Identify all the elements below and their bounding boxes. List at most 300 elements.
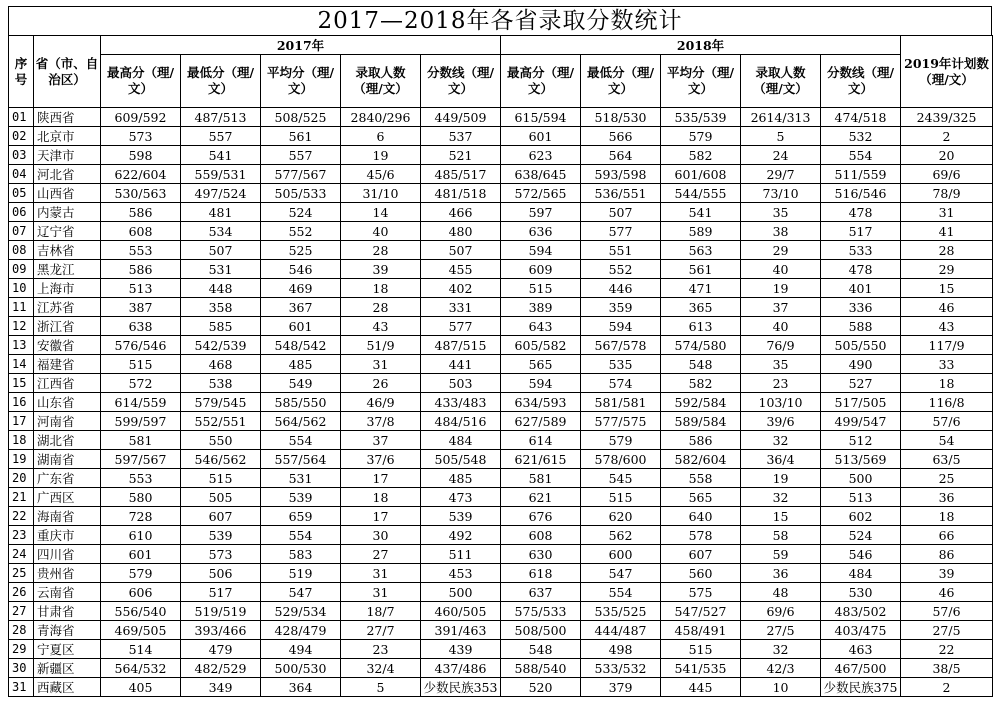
cell-2017-max: 530/563: [101, 184, 181, 203]
row-number: 06: [9, 203, 34, 222]
row-number: 17: [9, 412, 34, 431]
table-row: [9, 336, 993, 355]
cell-plan-2019: 18: [901, 507, 993, 526]
row-number: 18: [9, 431, 34, 450]
province-name: 北京市: [34, 127, 101, 146]
cell-plan-2019: 29: [901, 260, 993, 279]
cell-2017-avg: 601: [261, 317, 341, 336]
cell-2018-min: 515: [581, 488, 661, 507]
cell-2018-line: 403/475: [821, 621, 901, 640]
cell-2017-line: 460/505: [421, 602, 501, 621]
cell-2017-avg: 529/534: [261, 602, 341, 621]
cell-2018-line: 516/546: [821, 184, 901, 203]
cell-2018-line: 401: [821, 279, 901, 298]
cell-2018-max: 615/594: [501, 108, 581, 127]
cell-2018-line: 478: [821, 260, 901, 279]
table-body: [9, 108, 993, 697]
cell-2017-max: 405: [101, 678, 181, 697]
cell-2017-min: 546/562: [181, 450, 261, 469]
cell-2018-count: 29: [741, 241, 821, 260]
cell-2018-avg: 601/608: [661, 165, 741, 184]
cell-2017-max: 514: [101, 640, 181, 659]
cell-2018-avg: 541/535: [661, 659, 741, 678]
cell-plan-2019: 43: [901, 317, 993, 336]
cell-2017-min: 468: [181, 355, 261, 374]
cell-2017-max: 597/567: [101, 450, 181, 469]
table-row: [9, 545, 993, 564]
cell-plan-2019: 57/6: [901, 412, 993, 431]
row-number: 24: [9, 545, 34, 564]
cell-2017-min: 534: [181, 222, 261, 241]
cell-2017-min: 579/545: [181, 393, 261, 412]
header-2017-line: 分数线（理/文）: [421, 55, 501, 108]
province-name: 河北省: [34, 165, 101, 184]
cell-2018-min: 567/578: [581, 336, 661, 355]
cell-2017-count: 40: [341, 222, 421, 241]
cell-2018-count: 32: [741, 640, 821, 659]
cell-2018-line: 546: [821, 545, 901, 564]
cell-2018-line: 517/505: [821, 393, 901, 412]
cell-plan-2019: 15: [901, 279, 993, 298]
cell-plan-2019: 66: [901, 526, 993, 545]
cell-2018-max: 389: [501, 298, 581, 317]
province-name: 黑龙江: [34, 260, 101, 279]
cell-2017-avg: 554: [261, 526, 341, 545]
cell-2017-max: 581: [101, 431, 181, 450]
cell-2018-count: 10: [741, 678, 821, 697]
table-row: [9, 678, 993, 697]
row-number: 26: [9, 583, 34, 602]
header-2018-min: 最低分（理/文）: [581, 55, 661, 108]
cell-2017-count: 31/10: [341, 184, 421, 203]
table-row: [9, 203, 993, 222]
cell-2018-avg: 535/539: [661, 108, 741, 127]
row-number: 13: [9, 336, 34, 355]
cell-2018-avg: 561: [661, 260, 741, 279]
cell-2017-line: 539: [421, 507, 501, 526]
cell-2018-max: 581: [501, 469, 581, 488]
cell-2017-avg: 519: [261, 564, 341, 583]
cell-2017-max: 573: [101, 127, 181, 146]
cell-2018-max: 601: [501, 127, 581, 146]
table-row: [9, 659, 993, 678]
cell-2017-max: 553: [101, 469, 181, 488]
cell-2017-count: 31: [341, 355, 421, 374]
cell-2017-min: 515: [181, 469, 261, 488]
province-name: 陕西省: [34, 108, 101, 127]
header-2018-max: 最高分（理/文）: [501, 55, 581, 108]
cell-2017-count: 32/4: [341, 659, 421, 678]
table-row: [9, 222, 993, 241]
cell-2018-min: 574: [581, 374, 661, 393]
cell-plan-2019: 54: [901, 431, 993, 450]
cell-2018-line: 478: [821, 203, 901, 222]
cell-2018-max: 548: [501, 640, 581, 659]
cell-plan-2019: 69/6: [901, 165, 993, 184]
cell-2018-min: 444/487: [581, 621, 661, 640]
cell-2018-max: 572/565: [501, 184, 581, 203]
cell-2018-avg: 586: [661, 431, 741, 450]
cell-2018-avg: 582: [661, 374, 741, 393]
cell-2018-count: 40: [741, 260, 821, 279]
cell-2018-line: 517: [821, 222, 901, 241]
cell-2017-count: 2840/296: [341, 108, 421, 127]
cell-2018-max: 638/645: [501, 165, 581, 184]
cell-2018-min: 359: [581, 298, 661, 317]
cell-2018-max: 637: [501, 583, 581, 602]
cell-2017-max: 579: [101, 564, 181, 583]
cell-2018-max: 627/589: [501, 412, 581, 431]
cell-2017-max: 638: [101, 317, 181, 336]
cell-2018-count: 15: [741, 507, 821, 526]
cell-2018-line: 512: [821, 431, 901, 450]
cell-2018-line: 463: [821, 640, 901, 659]
cell-2018-count: 40: [741, 317, 821, 336]
cell-2017-min: 519/519: [181, 602, 261, 621]
cell-2018-min: 577/575: [581, 412, 661, 431]
province-name: 福建省: [34, 355, 101, 374]
cell-2018-count: 5: [741, 127, 821, 146]
row-number: 10: [9, 279, 34, 298]
cell-2018-avg: 458/491: [661, 621, 741, 640]
cell-2018-min: 579: [581, 431, 661, 450]
cell-2018-count: 24: [741, 146, 821, 165]
cell-2018-min: 551: [581, 241, 661, 260]
cell-2017-avg: 524: [261, 203, 341, 222]
cell-2017-line: 466: [421, 203, 501, 222]
cell-2017-avg: 557: [261, 146, 341, 165]
cell-2018-max: 594: [501, 241, 581, 260]
province-name: 宁夏区: [34, 640, 101, 659]
table-row: [9, 317, 993, 336]
cell-2017-avg: 428/479: [261, 621, 341, 640]
province-name: 青海省: [34, 621, 101, 640]
cell-2017-min: 585: [181, 317, 261, 336]
cell-plan-2019: 46: [901, 298, 993, 317]
row-number: 23: [9, 526, 34, 545]
cell-plan-2019: 86: [901, 545, 993, 564]
cell-2018-min: 518/530: [581, 108, 661, 127]
province-name: 浙江省: [34, 317, 101, 336]
score-table: [8, 35, 993, 697]
cell-plan-2019: 57/6: [901, 602, 993, 621]
cell-2017-line: 455: [421, 260, 501, 279]
province-name: 贵州省: [34, 564, 101, 583]
table-row: [9, 564, 993, 583]
province-name: 广东省: [34, 469, 101, 488]
cell-2018-count: 42/3: [741, 659, 821, 678]
table-row: [9, 108, 993, 127]
cell-2017-max: 586: [101, 260, 181, 279]
cell-2017-line: 449/509: [421, 108, 501, 127]
table-row: [9, 393, 993, 412]
cell-2017-line: 439: [421, 640, 501, 659]
cell-2018-count: 36: [741, 564, 821, 583]
cell-2018-min: 552: [581, 260, 661, 279]
row-number: 21: [9, 488, 34, 507]
cell-2018-avg: 575: [661, 583, 741, 602]
cell-2017-avg: 505/533: [261, 184, 341, 203]
row-number: 03: [9, 146, 34, 165]
cell-2017-max: 608: [101, 222, 181, 241]
header-no: 序号: [9, 36, 34, 108]
cell-2017-avg: 485: [261, 355, 341, 374]
cell-2018-avg: 582/604: [661, 450, 741, 469]
cell-2018-line: 554: [821, 146, 901, 165]
cell-2017-avg: 500/530: [261, 659, 341, 678]
cell-2018-max: 614: [501, 431, 581, 450]
table-row: [9, 374, 993, 393]
cell-2017-count: 18/7: [341, 602, 421, 621]
cell-2017-count: 39: [341, 260, 421, 279]
cell-2017-count: 26: [341, 374, 421, 393]
table-row: [9, 355, 993, 374]
cell-2017-avg: 549: [261, 374, 341, 393]
cell-2018-min: 379: [581, 678, 661, 697]
cell-2017-min: 482/529: [181, 659, 261, 678]
cell-2018-count: 2614/313: [741, 108, 821, 127]
cell-2018-max: 621/615: [501, 450, 581, 469]
row-number: 15: [9, 374, 34, 393]
cell-2017-line: 少数民族353: [421, 678, 501, 697]
cell-2018-avg: 445: [661, 678, 741, 697]
cell-2017-line: 500: [421, 583, 501, 602]
province-name: 湖北省: [34, 431, 101, 450]
cell-2017-min: 559/531: [181, 165, 261, 184]
cell-2018-count: 19: [741, 469, 821, 488]
cell-2017-min: 349: [181, 678, 261, 697]
cell-2018-avg: 579: [661, 127, 741, 146]
cell-2017-max: 556/540: [101, 602, 181, 621]
cell-2017-line: 521: [421, 146, 501, 165]
cell-2018-avg: 548: [661, 355, 741, 374]
header-2017-min: 最低分（理/文）: [181, 55, 261, 108]
cell-2017-min: 479: [181, 640, 261, 659]
cell-2018-count: 76/9: [741, 336, 821, 355]
cell-2018-min: 594: [581, 317, 661, 336]
cell-2017-max: 598: [101, 146, 181, 165]
header-year-2018: 2018年: [501, 36, 901, 55]
table-row: [9, 488, 993, 507]
cell-2018-line: 483/502: [821, 602, 901, 621]
cell-2017-line: 537: [421, 127, 501, 146]
cell-2017-avg: 531: [261, 469, 341, 488]
cell-plan-2019: 18: [901, 374, 993, 393]
cell-2018-avg: 563: [661, 241, 741, 260]
cell-2017-avg: 546: [261, 260, 341, 279]
province-name: 四川省: [34, 545, 101, 564]
admission-score-sheet: [8, 6, 992, 697]
row-number: 27: [9, 602, 34, 621]
cell-2018-max: 520: [501, 678, 581, 697]
cell-plan-2019: 63/5: [901, 450, 993, 469]
cell-2018-count: 35: [741, 203, 821, 222]
cell-2018-min: 545: [581, 469, 661, 488]
row-number: 14: [9, 355, 34, 374]
table-row: [9, 640, 993, 659]
cell-2018-max: 508/500: [501, 621, 581, 640]
cell-2018-max: 634/593: [501, 393, 581, 412]
cell-2018-min: 564: [581, 146, 661, 165]
table-row: [9, 583, 993, 602]
cell-2017-min: 573: [181, 545, 261, 564]
cell-2018-count: 48: [741, 583, 821, 602]
cell-2018-avg: 582: [661, 146, 741, 165]
header-2017-count: 录取人数（理/文）: [341, 55, 421, 108]
cell-2018-max: 609: [501, 260, 581, 279]
cell-2018-line: 511/559: [821, 165, 901, 184]
row-number: 25: [9, 564, 34, 583]
province-name: 江苏省: [34, 298, 101, 317]
cell-2017-min: 539: [181, 526, 261, 545]
row-number: 20: [9, 469, 34, 488]
cell-2018-avg: 592/584: [661, 393, 741, 412]
cell-plan-2019: 22: [901, 640, 993, 659]
cell-plan-2019: 116/8: [901, 393, 993, 412]
cell-2017-line: 480: [421, 222, 501, 241]
cell-2017-max: 606: [101, 583, 181, 602]
province-name: 江西省: [34, 374, 101, 393]
cell-2017-count: 18: [341, 488, 421, 507]
row-number: 04: [9, 165, 34, 184]
cell-2017-line: 441: [421, 355, 501, 374]
cell-2017-max: 572: [101, 374, 181, 393]
province-name: 云南省: [34, 583, 101, 602]
cell-2017-count: 6: [341, 127, 421, 146]
cell-2017-min: 550: [181, 431, 261, 450]
cell-2017-min: 557: [181, 127, 261, 146]
cell-2017-max: 599/597: [101, 412, 181, 431]
province-name: 重庆市: [34, 526, 101, 545]
cell-2017-line: 473: [421, 488, 501, 507]
cell-2018-line: 588: [821, 317, 901, 336]
cell-2017-min: 358: [181, 298, 261, 317]
sheet-title: 2017—2018年各省录取分数统计: [8, 6, 992, 35]
cell-2017-count: 28: [341, 298, 421, 317]
row-number: 19: [9, 450, 34, 469]
cell-2017-min: 497/524: [181, 184, 261, 203]
province-name: 内蒙古: [34, 203, 101, 222]
table-row: [9, 450, 993, 469]
cell-2018-max: 630: [501, 545, 581, 564]
cell-2018-count: 69/6: [741, 602, 821, 621]
cell-2018-line: 530: [821, 583, 901, 602]
cell-2017-min: 487/513: [181, 108, 261, 127]
cell-2017-line: 485: [421, 469, 501, 488]
cell-2018-avg: 544/555: [661, 184, 741, 203]
province-name: 吉林省: [34, 241, 101, 260]
cell-2018-min: 507: [581, 203, 661, 222]
cell-2017-line: 507: [421, 241, 501, 260]
cell-2017-avg: 525: [261, 241, 341, 260]
cell-2018-line: 少数民族375: [821, 678, 901, 697]
cell-2017-line: 453: [421, 564, 501, 583]
cell-2018-min: 593/598: [581, 165, 661, 184]
cell-plan-2019: 41: [901, 222, 993, 241]
cell-2017-avg: 561: [261, 127, 341, 146]
cell-2017-avg: 564/562: [261, 412, 341, 431]
cell-2017-line: 511: [421, 545, 501, 564]
header-2017-max: 最高分（理/文）: [101, 55, 181, 108]
cell-2017-max: 553: [101, 241, 181, 260]
cell-2018-count: 58: [741, 526, 821, 545]
cell-2017-count: 14: [341, 203, 421, 222]
cell-2018-count: 32: [741, 488, 821, 507]
cell-2017-avg: 364: [261, 678, 341, 697]
cell-2018-avg: 541: [661, 203, 741, 222]
cell-2018-max: 623: [501, 146, 581, 165]
table-row: [9, 412, 993, 431]
cell-2018-max: 515: [501, 279, 581, 298]
cell-2018-max: 636: [501, 222, 581, 241]
cell-2017-max: 622/604: [101, 165, 181, 184]
cell-2018-min: 535/525: [581, 602, 661, 621]
cell-2018-line: 533: [821, 241, 901, 260]
cell-plan-2019: 27/5: [901, 621, 993, 640]
cell-2018-count: 36/4: [741, 450, 821, 469]
cell-2017-avg: 508/525: [261, 108, 341, 127]
cell-2018-min: 578/600: [581, 450, 661, 469]
row-number: 28: [9, 621, 34, 640]
province-name: 山西省: [34, 184, 101, 203]
cell-2018-count: 38: [741, 222, 821, 241]
province-name: 河南省: [34, 412, 101, 431]
cell-2017-count: 31: [341, 564, 421, 583]
table-row: [9, 602, 993, 621]
cell-2018-min: 446: [581, 279, 661, 298]
cell-2017-max: 580: [101, 488, 181, 507]
cell-2017-line: 484/516: [421, 412, 501, 431]
cell-2017-line: 331: [421, 298, 501, 317]
table-row: [9, 507, 993, 526]
cell-plan-2019: 2: [901, 127, 993, 146]
province-name: 安徽省: [34, 336, 101, 355]
cell-2017-min: 607: [181, 507, 261, 526]
cell-2018-line: 513: [821, 488, 901, 507]
cell-2018-avg: 547/527: [661, 602, 741, 621]
cell-2017-min: 541: [181, 146, 261, 165]
cell-plan-2019: 2439/325: [901, 108, 993, 127]
cell-2018-count: 19: [741, 279, 821, 298]
cell-2017-avg: 577/567: [261, 165, 341, 184]
row-number: 12: [9, 317, 34, 336]
row-number: 09: [9, 260, 34, 279]
cell-2017-count: 27: [341, 545, 421, 564]
table-row: [9, 621, 993, 640]
cell-2018-line: 602: [821, 507, 901, 526]
cell-plan-2019: 78/9: [901, 184, 993, 203]
cell-2018-count: 37: [741, 298, 821, 317]
cell-2017-avg: 547: [261, 583, 341, 602]
cell-2017-avg: 367: [261, 298, 341, 317]
cell-2017-min: 542/539: [181, 336, 261, 355]
cell-2018-max: 608: [501, 526, 581, 545]
cell-2018-min: 566: [581, 127, 661, 146]
cell-2018-avg: 613: [661, 317, 741, 336]
cell-2018-line: 505/550: [821, 336, 901, 355]
cell-2018-line: 524: [821, 526, 901, 545]
cell-2017-max: 609/592: [101, 108, 181, 127]
cell-2017-count: 51/9: [341, 336, 421, 355]
cell-2017-count: 37: [341, 431, 421, 450]
cell-2017-line: 481/518: [421, 184, 501, 203]
header-2018-line: 分数线（理/文）: [821, 55, 901, 108]
cell-2018-avg: 365: [661, 298, 741, 317]
cell-2017-count: 23: [341, 640, 421, 659]
cell-2018-min: 535: [581, 355, 661, 374]
cell-2017-avg: 494: [261, 640, 341, 659]
cell-2018-avg: 578: [661, 526, 741, 545]
